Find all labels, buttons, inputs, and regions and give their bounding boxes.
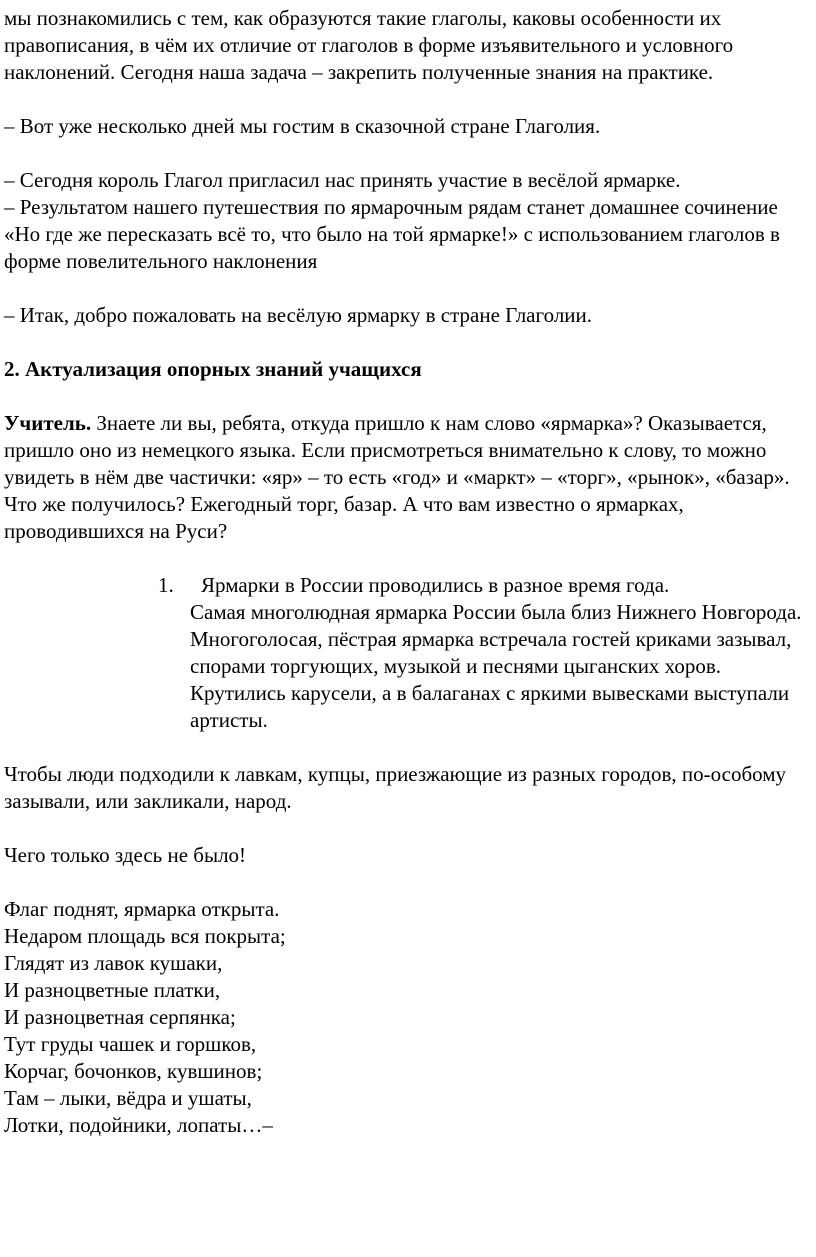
poem (4, 896, 812, 1139)
spacer (4, 86, 812, 113)
list-line: Ярмарки в России проводились в разное время года. (201, 573, 670, 597)
poem-line: Тут груды чашек и горшков, (4, 1032, 257, 1056)
section-heading: 2. Актуализация опорных знаний учащихся (4, 357, 422, 381)
king-line: – Сегодня король Глагол пригласил нас принять участие в весёлой ярмарке. (4, 168, 681, 192)
spacer (4, 734, 812, 761)
list-item (4, 572, 812, 734)
spacer (4, 869, 812, 896)
result-line: – Результатом нашего путешествия по ярмарочным рядам станет домашнее сочинение «Но где же пересказать всё то, что было на той ярмарке!» с использованием глаголов в форме повелительного наклонения (4, 195, 780, 273)
teacher-text: Знаете ли вы, ребята, откуда пришло к нам слово «ярмарка»? Оказывается, пришло оно из немецкого языка. Если присмотреться внимательно к слову, то можно увидеть в нём две частички: «яр» – то есть «год» и «маркт» – «торг», «рынок», «базар». Что же получилось? Ежегодный торг, базар. А что вам известно о ярмарках, проводившихся на Руси? (4, 411, 790, 543)
poem-line: Недаром площадь вся покрыта; (4, 924, 286, 948)
glagoliya-line: – Вот уже несколько дней мы гостим в сказочной стране Глаголия. (4, 114, 601, 138)
list-number: 1. (158, 573, 174, 597)
poem-line: И разноцветная серпянка; (4, 1005, 236, 1029)
numbered-list (4, 572, 812, 734)
intro-paragraph: мы познакомились с тем, как образуются такие глаголы, каковы особенности их правописания, в чём их отличие от глаголов в форме изъявительного и условного наклонений. Сегодня наша задача – закрепить полученные знания на практике. (4, 6, 734, 84)
welcome-line: – Итак, добро пожаловать на весёлую ярмарку в стране Глаголии. (4, 303, 593, 327)
spacer (4, 329, 812, 356)
spacer (4, 383, 812, 410)
document-page (4, 0, 812, 1139)
teacher-paragraph (4, 410, 812, 545)
poem-line: Глядят из лавок кушаки, (4, 951, 223, 975)
poem-line: Корчаг, бочонков, кувшинов; (4, 1059, 263, 1083)
poem-line: Там – лыки, вёдра и ушаты, (4, 1086, 252, 1110)
list-line: Крутились карусели, а в балаганах с яркими вывесками выступали артисты. (190, 681, 790, 732)
spacer (4, 140, 812, 167)
poem-line: Флаг поднят, ярмарка открыта. (4, 897, 280, 921)
list-line: Самая многолюдная ярмарка России была близ Нижнего Новгорода. (190, 600, 802, 624)
spacer (4, 545, 812, 572)
merchants-paragraph: Чтобы люди подходили к лавкам, купцы, приезжающие из разных городов, по-особому зазывали, или закликали, народ. (4, 762, 787, 813)
list-line: Многоголосая, пёстрая ярмарка встречала гостей криками зазывал, спорами торгующих, музыкой и песнями цыганских хоров. (190, 627, 792, 678)
poem-line: И разноцветные платки, (4, 978, 221, 1002)
nothing-missing-line: Чего только здесь не было! (4, 843, 247, 867)
spacer (4, 815, 812, 842)
teacher-label: Учитель. (4, 411, 92, 435)
poem-line: Лотки, подойники, лопаты…– (4, 1113, 273, 1137)
spacer (4, 275, 812, 302)
